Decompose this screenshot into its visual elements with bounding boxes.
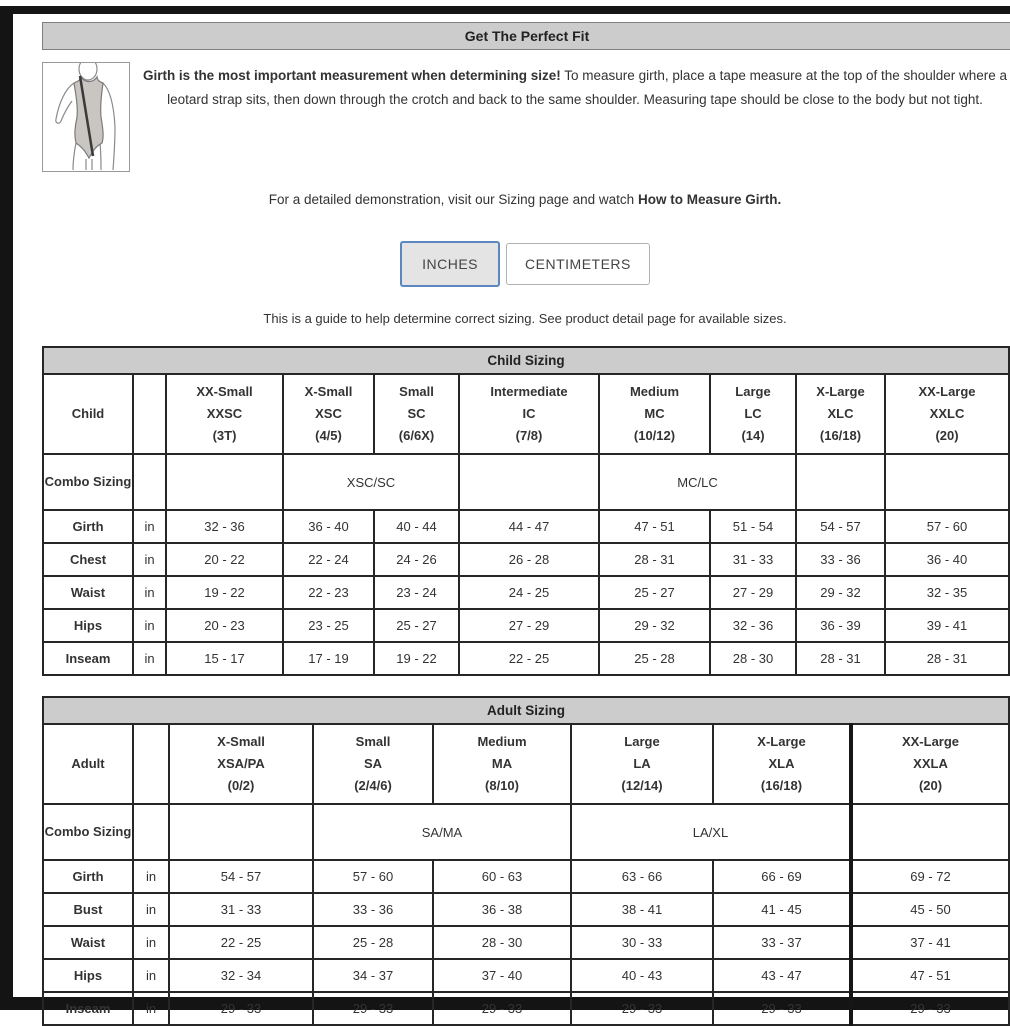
size-cell: 23 - 24 xyxy=(374,576,459,609)
size-cell: 66 - 69 xyxy=(713,860,851,893)
size-cell: 24 - 26 xyxy=(374,543,459,576)
centimeters-button[interactable]: CENTIMETERS xyxy=(506,243,650,285)
unit-cell: in xyxy=(133,510,166,543)
size-cell: 29 - 33 xyxy=(851,992,1009,1025)
combo-sizing-label: Combo Sizing xyxy=(43,454,133,510)
col-header-xxsc: XX-Small XXSC (3T) xyxy=(166,374,283,454)
table-row xyxy=(43,510,1009,543)
size-cell: 37 - 40 xyxy=(433,959,571,992)
col-header-la: Large LA (12/14) xyxy=(571,724,713,804)
row-label: Hips xyxy=(43,959,133,992)
size-cell: 33 - 37 xyxy=(713,926,851,959)
size-cell: 36 - 38 xyxy=(433,893,571,926)
size-cell: 47 - 51 xyxy=(599,510,710,543)
table-row xyxy=(43,893,1009,926)
child-sizing-table xyxy=(42,346,1010,676)
table-row xyxy=(43,642,1009,675)
size-cell: 33 - 36 xyxy=(313,893,433,926)
size-cell: 63 - 66 xyxy=(571,860,713,893)
size-cell: 57 - 60 xyxy=(313,860,433,893)
size-cell: 25 - 28 xyxy=(313,926,433,959)
size-cell: 19 - 22 xyxy=(166,576,283,609)
size-cell: 34 - 37 xyxy=(313,959,433,992)
size-cell: 29 - 33 xyxy=(313,992,433,1025)
child-combo-row xyxy=(43,454,1009,510)
row-label: Waist xyxy=(43,926,133,959)
row-label: Inseam xyxy=(43,642,133,675)
col-header-xsa: X-Small XSA/PA (0/2) xyxy=(169,724,313,804)
size-cell: 25 - 27 xyxy=(374,609,459,642)
empty-cell xyxy=(133,454,166,510)
empty-cell xyxy=(796,454,885,510)
col-header-xla: X-Large XLA (16/18) xyxy=(713,724,851,804)
size-cell: 69 - 72 xyxy=(851,860,1009,893)
size-cell: 28 - 30 xyxy=(710,642,796,675)
size-cell: 26 - 28 xyxy=(459,543,599,576)
combo-cell-sa-ma: SA/MA xyxy=(313,804,571,860)
size-cell: 44 - 47 xyxy=(459,510,599,543)
adult-column-headers xyxy=(43,724,1009,804)
size-cell: 19 - 22 xyxy=(374,642,459,675)
col-header-xxlc: XX-Large XXLC (20) xyxy=(885,374,1009,454)
table-row xyxy=(43,992,1009,1025)
col-header-xxla: XX-Large XXLA (20) xyxy=(851,724,1009,804)
size-cell: 36 - 40 xyxy=(885,543,1009,576)
size-cell: 32 - 35 xyxy=(885,576,1009,609)
combo-cell-la-xl: LA/XL xyxy=(571,804,851,860)
size-cell: 40 - 44 xyxy=(374,510,459,543)
size-cell: 29 - 33 xyxy=(713,992,851,1025)
empty-cell xyxy=(459,454,599,510)
unit-column-header xyxy=(133,724,169,804)
size-cell: 57 - 60 xyxy=(885,510,1009,543)
inches-button[interactable]: INCHES xyxy=(400,241,500,287)
unit-cell: in xyxy=(133,992,169,1025)
leotard-figure-icon xyxy=(43,63,129,171)
size-cell: 22 - 25 xyxy=(459,642,599,675)
unit-cell: in xyxy=(133,926,169,959)
row-label: Inseam xyxy=(43,992,133,1025)
size-cell: 41 - 45 xyxy=(713,893,851,926)
adult-combo-row xyxy=(43,804,1009,860)
table-row xyxy=(43,543,1009,576)
unit-toggle xyxy=(42,241,1008,287)
unit-cell: in xyxy=(133,642,166,675)
size-cell: 17 - 19 xyxy=(283,642,374,675)
size-cell: 23 - 25 xyxy=(283,609,374,642)
size-cell: 36 - 40 xyxy=(283,510,374,543)
col-header-xlc: X-Large XLC (16/18) xyxy=(796,374,885,454)
empty-cell xyxy=(851,804,1009,860)
size-cell: 15 - 17 xyxy=(166,642,283,675)
adult-table-title: Adult Sizing xyxy=(43,697,1009,724)
size-cell: 27 - 29 xyxy=(710,576,796,609)
table-row xyxy=(43,926,1009,959)
intro-bold-lead: Girth is the most important measurement when determining size! xyxy=(142,68,561,83)
table-row xyxy=(43,959,1009,992)
unit-cell: in xyxy=(133,860,169,893)
col-header-sa: Small SA (2/4/6) xyxy=(313,724,433,804)
window-border-top xyxy=(0,6,1010,14)
col-header-ma: Medium MA (8/10) xyxy=(433,724,571,804)
size-cell: 29 - 33 xyxy=(169,992,313,1025)
size-cell: 30 - 33 xyxy=(571,926,713,959)
demo-prefix-text: For a detailed demonstration, visit our Sizing page and watch xyxy=(268,192,635,207)
page-content xyxy=(42,22,1008,1026)
child-group-label: Child xyxy=(43,374,133,454)
size-cell: 60 - 63 xyxy=(433,860,571,893)
size-cell: 25 - 28 xyxy=(599,642,710,675)
size-cell: 51 - 54 xyxy=(710,510,796,543)
size-cell: 20 - 23 xyxy=(166,609,283,642)
size-cell: 25 - 27 xyxy=(599,576,710,609)
size-cell: 29 - 33 xyxy=(571,992,713,1025)
col-header-ic: Intermediate IC (7/8) xyxy=(459,374,599,454)
table-row xyxy=(43,860,1009,893)
size-cell: 28 - 31 xyxy=(885,642,1009,675)
size-cell: 31 - 33 xyxy=(710,543,796,576)
col-header-sc: Small SC (6/6X) xyxy=(374,374,459,454)
unit-cell: in xyxy=(133,609,166,642)
unit-cell: in xyxy=(133,893,169,926)
row-label: Waist xyxy=(43,576,133,609)
intro-paragraph xyxy=(142,64,1008,172)
col-header-mc: Medium MC (10/12) xyxy=(599,374,710,454)
size-cell: 22 - 24 xyxy=(283,543,374,576)
unit-cell: in xyxy=(133,959,169,992)
size-cell: 47 - 51 xyxy=(851,959,1009,992)
unit-cell: in xyxy=(133,543,166,576)
combo-cell-xsc-sc: XSC/SC xyxy=(283,454,459,510)
page-title: Get The Perfect Fit xyxy=(42,22,1010,50)
table-row xyxy=(43,576,1009,609)
empty-cell xyxy=(169,804,313,860)
size-cell: 28 - 31 xyxy=(796,642,885,675)
size-cell: 31 - 33 xyxy=(169,893,313,926)
size-cell: 32 - 36 xyxy=(166,510,283,543)
combo-cell-mc-lc: MC/LC xyxy=(599,454,796,510)
size-cell: 29 - 32 xyxy=(599,609,710,642)
size-cell: 27 - 29 xyxy=(459,609,599,642)
adult-group-label: Adult xyxy=(43,724,133,804)
size-cell: 28 - 31 xyxy=(599,543,710,576)
size-cell: 29 - 33 xyxy=(433,992,571,1025)
child-table-title-row xyxy=(43,347,1009,374)
size-cell: 28 - 30 xyxy=(433,926,571,959)
row-label: Hips xyxy=(43,609,133,642)
col-header-lc: Large LC (14) xyxy=(710,374,796,454)
size-cell: 36 - 39 xyxy=(796,609,885,642)
adult-table-title-row xyxy=(43,697,1009,724)
size-cell: 32 - 36 xyxy=(710,609,796,642)
sizing-guide-note: This is a guide to help determine correct sizing. See product detail page for available sizes. xyxy=(263,311,787,326)
combo-sizing-label: Combo Sizing xyxy=(43,804,133,860)
size-cell: 39 - 41 xyxy=(885,609,1009,642)
child-column-headers xyxy=(43,374,1009,454)
size-cell: 32 - 34 xyxy=(169,959,313,992)
size-cell: 54 - 57 xyxy=(796,510,885,543)
size-cell: 40 - 43 xyxy=(571,959,713,992)
intro-section xyxy=(42,62,1008,172)
window-border-left xyxy=(0,6,13,997)
size-cell: 22 - 23 xyxy=(283,576,374,609)
size-cell: 29 - 32 xyxy=(796,576,885,609)
row-label: Bust xyxy=(43,893,133,926)
size-cell: 20 - 22 xyxy=(166,543,283,576)
size-cell: 22 - 25 xyxy=(169,926,313,959)
demo-instruction xyxy=(42,192,1008,207)
row-label: Chest xyxy=(43,543,133,576)
adult-sizing-table xyxy=(42,696,1010,1026)
table-row xyxy=(43,609,1009,642)
size-cell: 24 - 25 xyxy=(459,576,599,609)
size-cell: 33 - 36 xyxy=(796,543,885,576)
demo-bold-text: How to Measure Girth. xyxy=(637,192,782,207)
girth-diagram-image xyxy=(42,62,130,172)
size-cell: 43 - 47 xyxy=(713,959,851,992)
intro-body-text: To measure girth, place a tape measure at the top of the shoulder where a leotard strap sits, then down through the crotch and back to the same shoulder. Measuring tape should be close to the body but not tight. xyxy=(167,68,1008,108)
unit-column-header xyxy=(133,374,166,454)
col-header-xsc: X-Small XSC (4/5) xyxy=(283,374,374,454)
child-table-title: Child Sizing xyxy=(43,347,1009,374)
unit-cell: in xyxy=(133,576,166,609)
empty-cell xyxy=(133,804,169,860)
size-cell: 45 - 50 xyxy=(851,893,1009,926)
empty-cell xyxy=(885,454,1009,510)
row-label: Girth xyxy=(43,510,133,543)
empty-cell xyxy=(166,454,283,510)
size-cell: 38 - 41 xyxy=(571,893,713,926)
row-label: Girth xyxy=(43,860,133,893)
size-cell: 37 - 41 xyxy=(851,926,1009,959)
size-cell: 54 - 57 xyxy=(169,860,313,893)
